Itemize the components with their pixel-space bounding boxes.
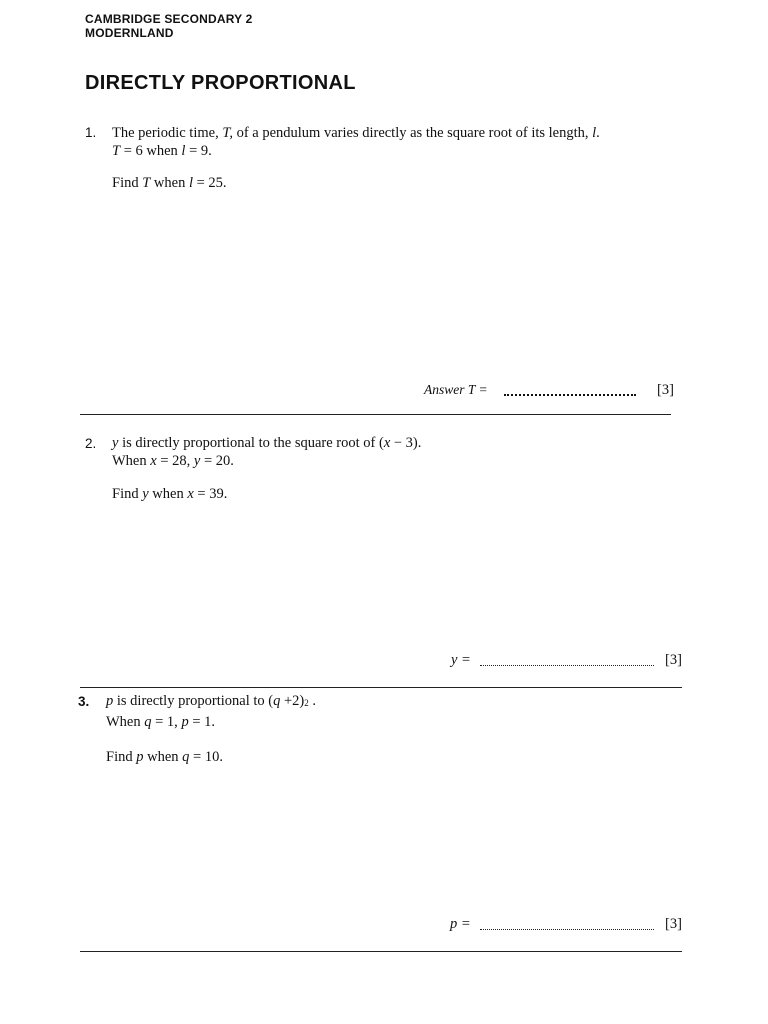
question-1-answer-label: Answer T =: [424, 382, 488, 397]
question-2-divider: [80, 687, 682, 688]
question-1-answer-line[interactable]: [504, 394, 636, 396]
question-3-find: Find p when q = 10.: [106, 749, 223, 765]
question-2-answer-label: y =: [451, 652, 471, 668]
question-1-find: Find T when l = 25.: [112, 175, 227, 191]
school-name: [85, 12, 253, 40]
question-2-answer-line[interactable]: [480, 665, 654, 666]
question-2-marks: [3]: [665, 652, 682, 668]
page-title: DIRECTLY PROPORTIONAL: [85, 72, 356, 94]
question-2-line-2: When x = 28, y = 20.: [112, 453, 234, 469]
question-3-divider: [80, 951, 682, 952]
question-2-number: 2.: [85, 436, 97, 451]
question-3-line-1: p is directly proportional to $(q +2)^2$ .: [106, 693, 317, 709]
question-1-number: 1.: [85, 125, 97, 140]
question-3-answer-label: p =: [450, 916, 471, 932]
header-line-1: CAMBRIDGE SECONDARY 2: [85, 12, 253, 26]
question-1-marks: [3]: [657, 382, 674, 398]
question-1-line-2: T = 6 when l = 9.: [112, 143, 212, 159]
question-3-line-2: When q = 1, p = 1.: [106, 714, 215, 730]
question-3-marks: [3]: [665, 916, 682, 932]
question-1-divider: [80, 414, 671, 415]
header-line-2: MODERNLAND: [85, 26, 174, 40]
question-3-number: 3.: [78, 694, 90, 709]
question-3-answer-line[interactable]: [480, 929, 654, 930]
question-2-line-1: y is directly proportional to the square root of (x − 3).: [112, 435, 422, 451]
question-1-line-1: The periodic time, T, of a pendulum varies directly as the square root of its length, l.: [112, 125, 600, 141]
question-2-find: Find y when x = 39.: [112, 486, 228, 502]
